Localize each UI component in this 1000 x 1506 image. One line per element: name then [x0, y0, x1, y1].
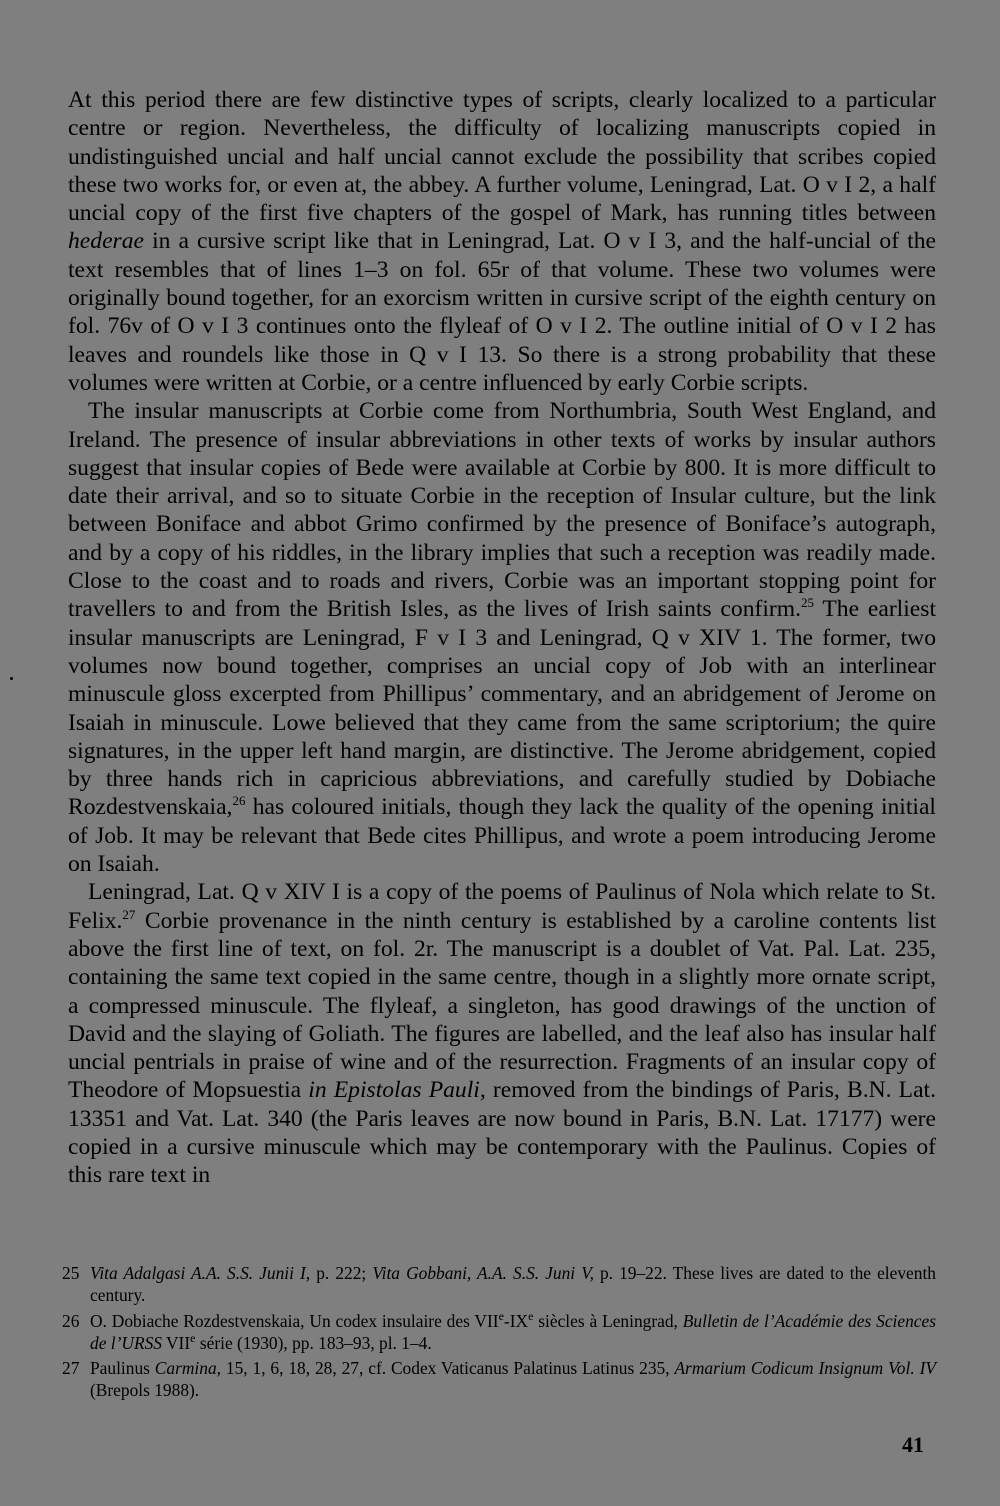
- footnote-text: [90, 1357, 936, 1402]
- main-text: [68, 86, 936, 1190]
- text-run: removed from the bindings of Paris, B.N. Lat. 13351 and Vat. Lat. 340 (the Paris leaves are now bound in Paris, B.N. Lat. 17177) were copied in a cursive minuscule which may be contemporary with the Paulinus. Copies of this rare text in: [68, 1077, 937, 1189]
- footnote-text: [90, 1262, 936, 1307]
- footnote-reference: 27: [122, 906, 136, 922]
- italic-text: hederae: [68, 228, 144, 255]
- text-run: The insular manuscripts at Corbie come from Northumbria, South West England, and Ireland. The presence of insular abbreviations in other texts of works by insular authors suggest that insular copies of Bede were available at Corbie by 800. It is more difficult to date their arrival, and so to situate Corbie in the reception of Insular culture, but the link between Boniface and abbot Grimo confirmed by the presence of Boniface’s autograph, and by a copy of his riddles, in the library implies that such a reception was readily made. Close to the coast and to roads and rivers, Corbie was an important stopping point for travellers to and from the British Isles, as the lives of Irish saints confirm.: [68, 398, 936, 623]
- text-run: siècles à Leningrad,: [533, 1310, 683, 1331]
- text-run: Leningrad, Lat. Q v XIV I is a copy of the poems of Paulinus of Nola which relate to St. Felix.: [68, 879, 936, 934]
- text-run: Corbie provenance in the ninth century is established by a caroline contents list above the first line of text, on fol. 2r. The manuscript is a doublet of Vat. Pal. Lat. 235, containing the same text copied in the same centre, though in a slightly more ornate script, a compressed minuscule. The flyleaf, a singleton, has good drawings of the unction of David and the slaying of Goliath. The figures are labelled, and the leaf also has insular half uncial pentrials in praise of wine and of the resurrection. Fragments of an insular copy of Theodore of Mopsuestia: [68, 907, 936, 1104]
- italic-text: Carmina,: [154, 1358, 221, 1379]
- scan-speck: [10, 677, 13, 680]
- text-run: 15, 1, 6, 18, 28, 27, cf. Codex Vaticanus Palatinus Latinus 235,: [221, 1358, 675, 1379]
- text-run: The earliest insular manuscripts are Leningrad, F v I 3 and Leningrad, Q v XIV 1. The former, two volumes now bound together, comprises an uncial copy of Job with an interlinear minuscule gloss excerpted from Phillipus’ commentary, and an abridgement of Jerome on Isaiah in minuscule. Lowe believed that they came from the same scriptorium; the quire signatures, in the upper left hand margin, are distinctive. The Jerome abridgement, copied by three hands rich in capricious abbreviations, and carefully studied by Dobiache Rozdestvenskaia,: [68, 596, 937, 821]
- text-run: VII: [161, 1332, 191, 1353]
- text-run: (Brepols 1988).: [90, 1380, 200, 1401]
- text-run: in a cursive script like that in Leningrad, Lat. O v I 3, and the half-uncial of the text resembles that of lines 1–3 on fol. 65r of that volume. These two volumes were originally bound together, for an exorcism written in cursive script of the eighth century on fol. 76v of O v I 3 continues onto the flyleaf of O v I 2. The outline initial of O v I 2 has leaves and roundels like those in Q v I 13. So there is a strong probability that these volumes were written at Corbie, or a centre influenced by early Corbie scripts.: [68, 228, 936, 396]
- italic-text: in Epistolas Pauli,: [308, 1077, 486, 1104]
- text-run: At this period there are few distinctive types of scripts, clearly localized to a particular centre or region. Nevertheless, the difficulty of localizing manuscripts copied in undistinguished uncial and half uncial cannot exclude the possibility that scribes copied these two works for, or even at, the abbey. A further volume, Leningrad, Lat. O v I 2, a half uncial copy of the first five chapters of the gospel of Mark, has running titles between: [68, 87, 936, 227]
- superscript: e: [528, 1308, 534, 1323]
- footnote-number: 25: [62, 1263, 80, 1283]
- paragraph: [68, 397, 936, 878]
- footnote-number: 27: [62, 1358, 80, 1379]
- italic-text: Armarium Codicum Insignum Vol. IV: [674, 1358, 936, 1379]
- text-run: O. Dobiache Rozdestvenskaia, Un codex insulaire des VII: [90, 1310, 499, 1331]
- text-run: série (1930), pp. 183–93, pl. 1–4.: [195, 1332, 432, 1353]
- footnote-reference: 25: [801, 595, 815, 611]
- footnotes: [62, 1262, 936, 1405]
- footnote-reference: 26: [232, 793, 246, 809]
- italic-text: Vita Adalgasi A.A. S.S. Junii I,: [90, 1263, 311, 1283]
- superscript: e: [190, 1331, 196, 1346]
- paragraph: [68, 878, 936, 1189]
- footnote-text: [90, 1310, 936, 1355]
- italic-text: Vita Gobbani, A.A. S.S. Juni V,: [372, 1263, 594, 1283]
- italic-text: Bulletin de l’Académie des Sciences de l’URSS: [90, 1310, 937, 1353]
- text-run: has coloured initials, though they lack the quality of the opening initial of Job. It may be relevant that Bede cites Phillipus, and wrote a poem introducing Jerome on Isaiah.: [68, 794, 936, 878]
- text-run: p. 19–22. These lives are dated to the eleventh century.: [90, 1263, 936, 1306]
- footnote-number: 26: [62, 1310, 80, 1331]
- paragraph: [68, 86, 936, 397]
- text-run: p. 222;: [310, 1263, 373, 1283]
- footnote: [62, 1310, 936, 1355]
- superscript: e: [498, 1308, 504, 1323]
- page-number: 41: [902, 1432, 924, 1457]
- footnote: [62, 1357, 936, 1402]
- text-run: Paulinus: [90, 1358, 155, 1379]
- text-run: -IX: [503, 1310, 529, 1331]
- footnote: [62, 1262, 936, 1307]
